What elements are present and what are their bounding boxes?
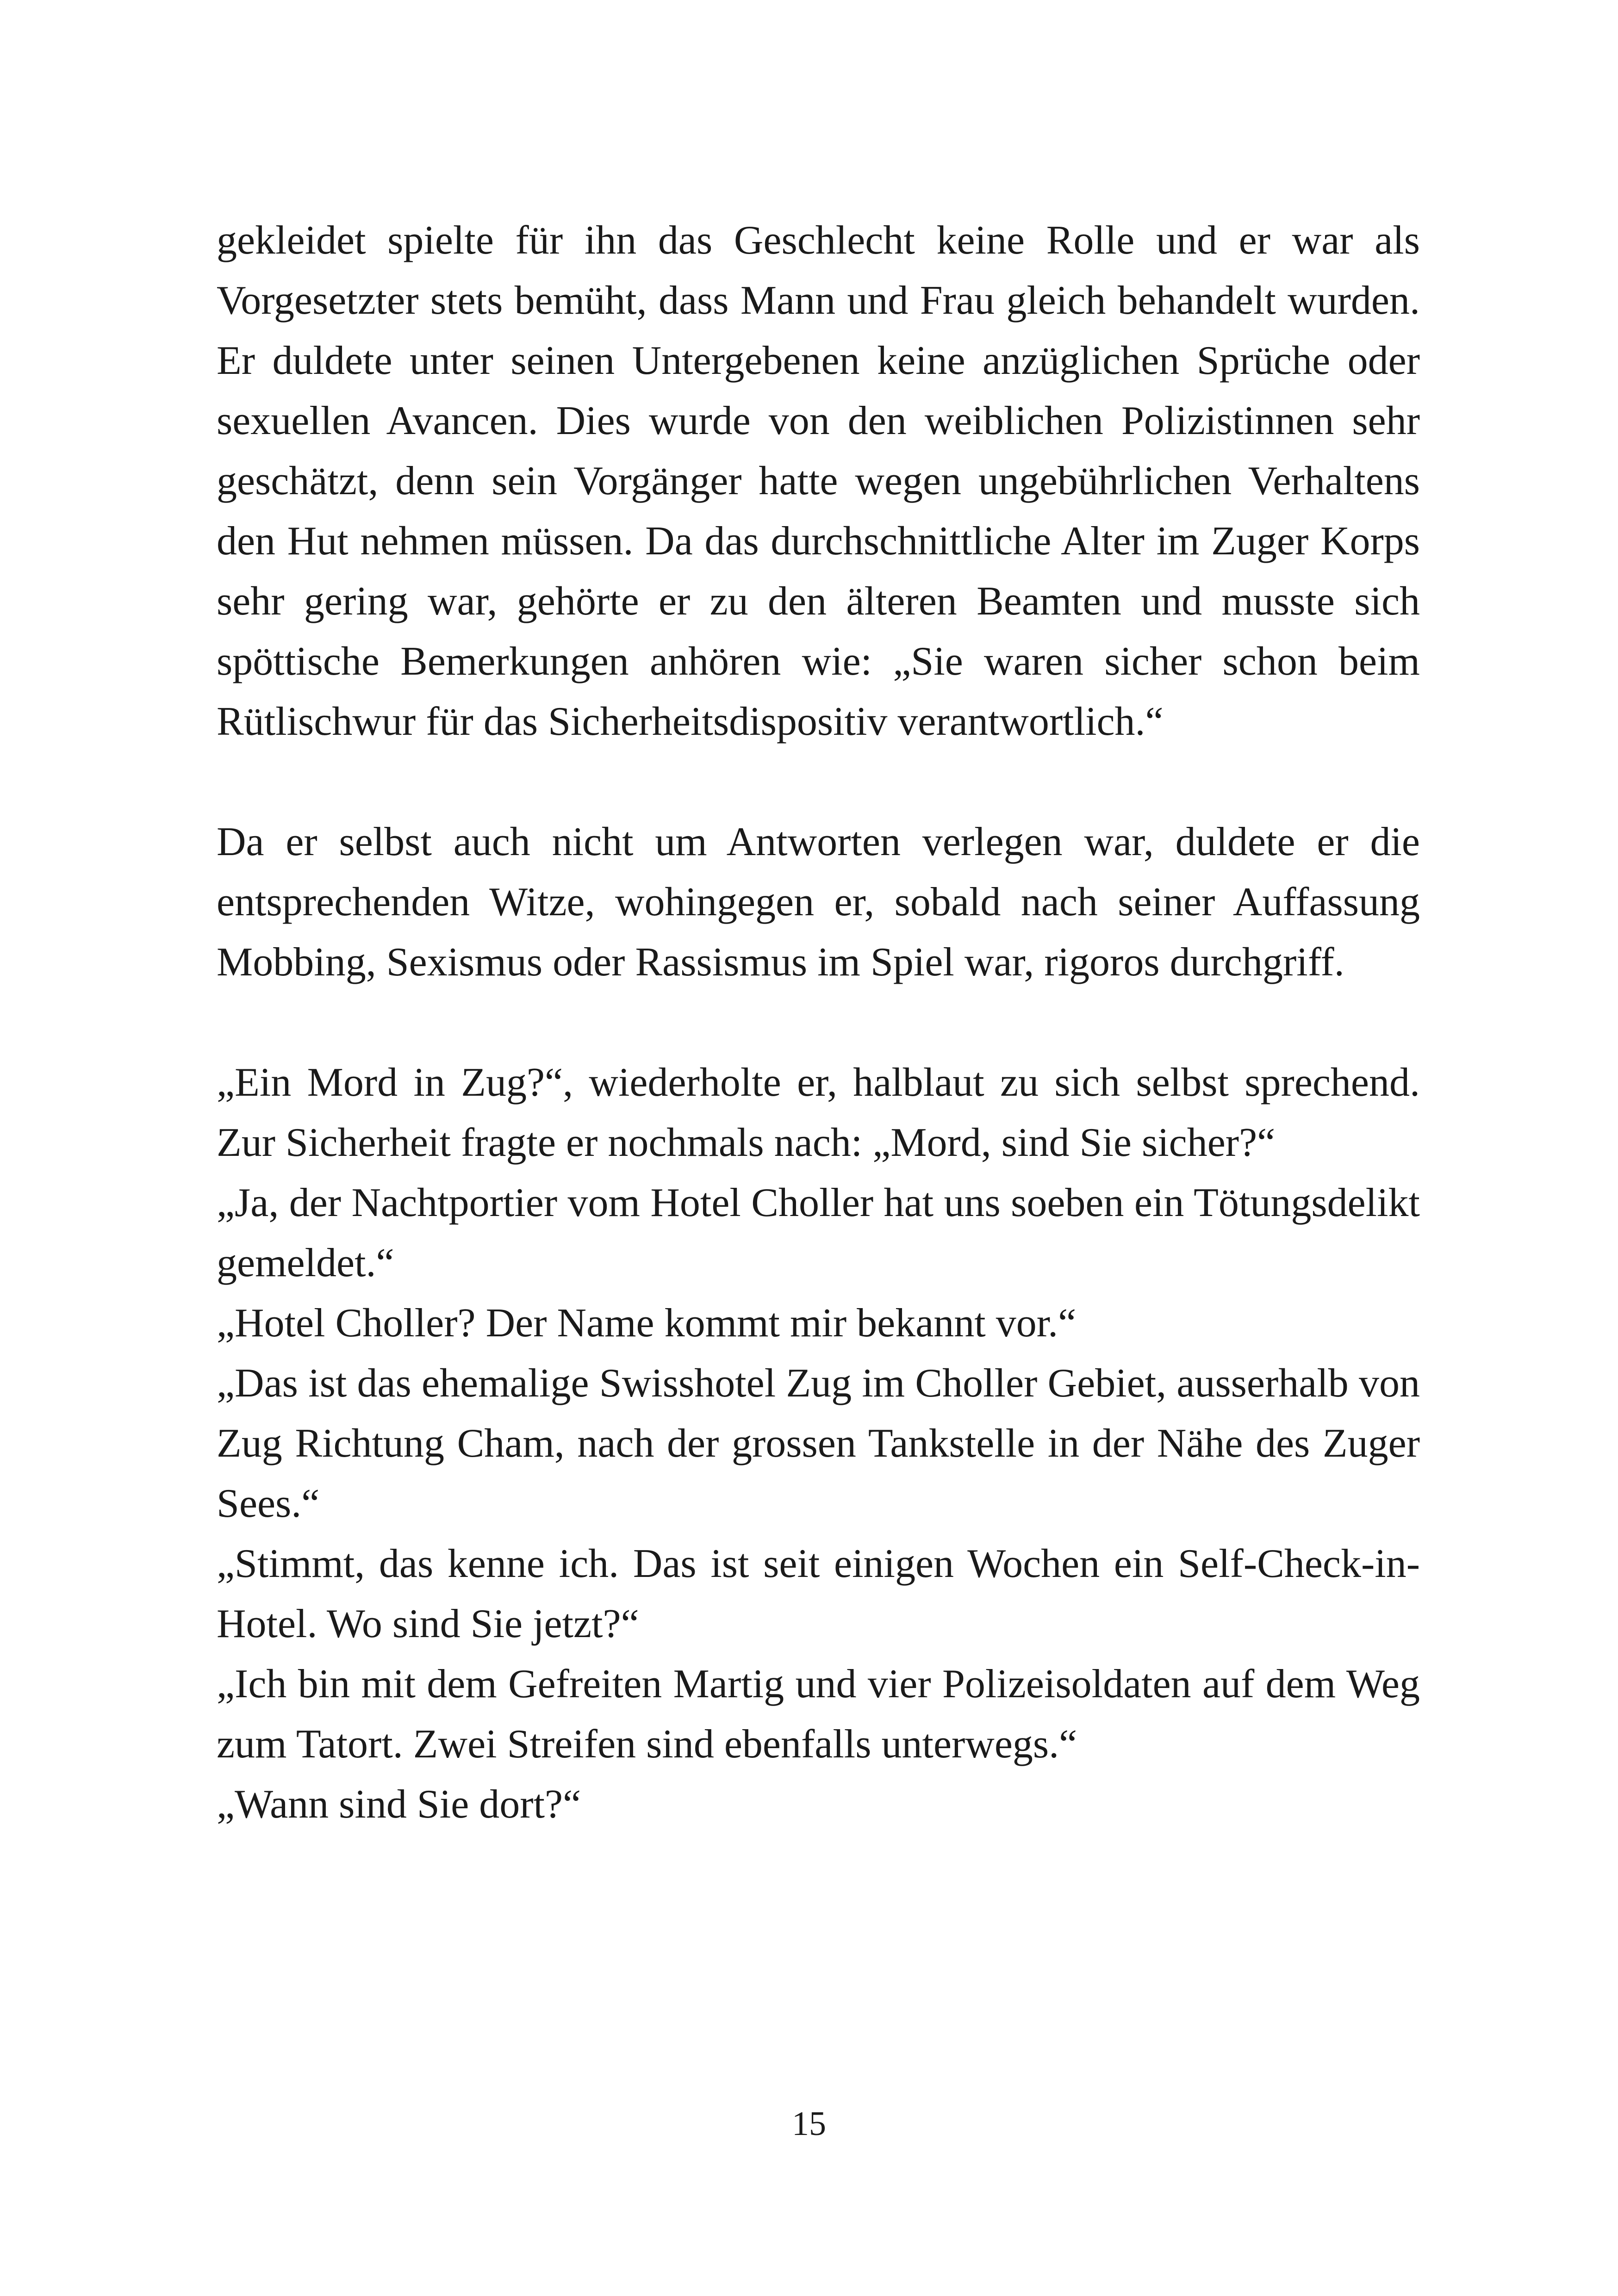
dialogue-line-2: „Ja, der Nachtportier vom Hotel Choller hat uns soeben ein Tötungsdelikt gemeldet.“: [217, 1180, 1420, 1285]
paragraph-1: gekleidet spielte für ihn das Geschlecht keine Rolle und er war als Vorgesetzter stets bemüht, dass Mann und Frau gleich behandelt wurden. Er duldete unter seinen Untergebenen keine anzüglichen Sprüche oder sexuellen Avancen. Dies wurde von den weiblichen Polizistinnen sehr geschätzt, denn sein Vorgänger hatte wegen ungebührlichen Verhaltens den Hut nehmen müssen. Da das durchschnittliche Alter im Zuger Korps sehr gering war, gehörte er zu den älteren Beamten und musste sich spöttische Bemerkungen anhören wie: „Sie waren sicher schon beim Rütlischwur für das Sicherheitsdispositiv verantwortlich.“: [217, 218, 1420, 744]
paragraph-2: Da er selbst auch nicht um Antworten verlegen war, duldete er die entsprechenden Witze, wohingegen er, sobald nach seiner Auffassung Mobbing, Sexismus oder Rassismus im Spiel war, rigoros durchgriff.: [217, 819, 1420, 985]
dialogue-line-6: „Ich bin mit dem Gefreiten Martig und vier Polizeisoldaten auf dem Weg zum Tatort. Zwei Streifen sind ebenfalls unterwegs.“: [217, 1662, 1420, 1767]
dialogue-line-1: „Ein Mord in Zug?“, wiederholte er, halblaut zu sich selbst sprechend. Zur Sicherheit fragte er nochmals nach: „Mord, sind Sie sicher?“: [217, 1060, 1420, 1165]
body-text: [217, 211, 1420, 1835]
page-number: 15: [792, 2105, 826, 2143]
dialogue-section: [217, 1053, 1420, 1835]
dialogue-line-4: „Das ist das ehemalige Swisshotel Zug im Choller Gebiet, ausserhalb von Zug Richtung Cham, nach der grossen Tankstelle in der Nähe des Zuger Sees.“: [217, 1361, 1420, 1526]
dialogue-line-5: „Stimmt, das kenne ich. Das ist seit einigen Wochen ein Self-Check-in-Hotel. Wo sind Sie jetzt?“: [217, 1541, 1420, 1646]
dialogue-line-7: „Wann sind Sie dort?“: [217, 1782, 581, 1827]
dialogue-line-3: „Hotel Choller? Der Name kommt mir bekannt vor.“: [217, 1301, 1077, 1346]
